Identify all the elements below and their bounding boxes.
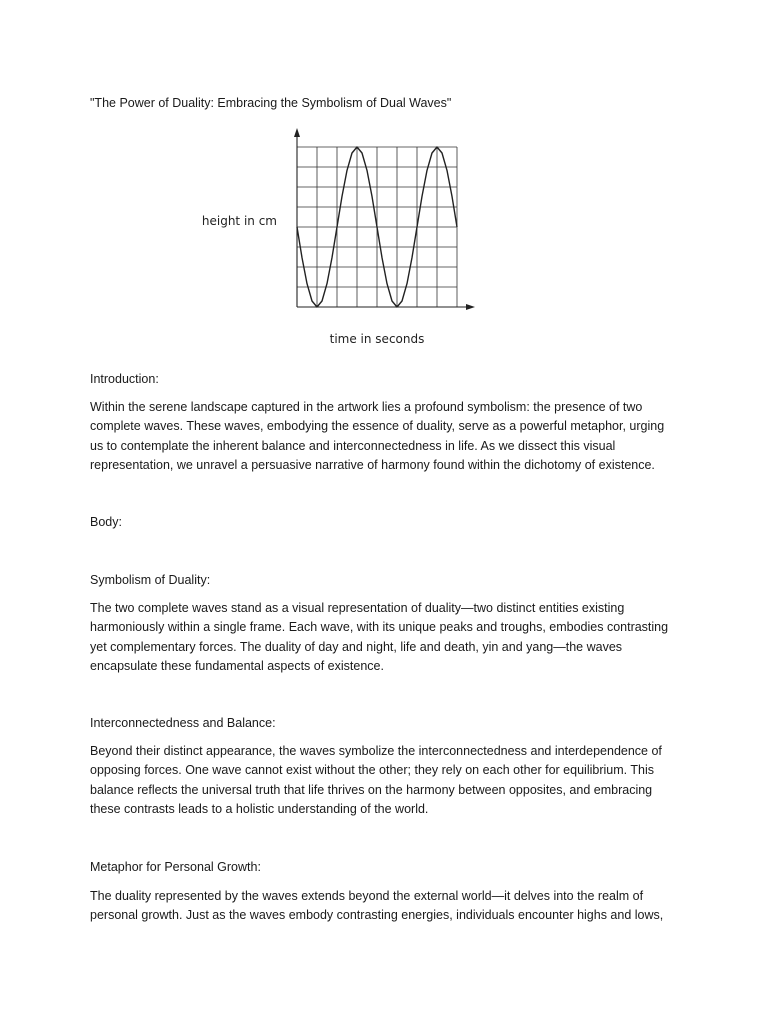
x-axis-arrow <box>466 304 475 310</box>
y-axis-arrow <box>294 128 300 137</box>
paragraph-line: yet complementary forces. The duality of day and night, life and death, yin and yang—the waves <box>90 639 623 654</box>
y-axis-label: height in cm <box>201 214 277 228</box>
interconnectedness-heading: Interconnectedness and Balance: <box>90 716 276 730</box>
personal-growth-paragraph <box>90 887 690 926</box>
paragraph-line: us to contemplate the inherent balance and interconnectedness in life. As we dissect this visual <box>90 438 616 453</box>
introduction-paragraph <box>90 398 690 475</box>
paragraph-line: encapsulate these fundamental aspects of existence. <box>90 658 384 673</box>
paragraph-line: representation, we unravel a persuasive narrative of harmony found within the dichotomy of existence. <box>90 457 655 472</box>
paragraph-line: complete waves. These waves, embodying the essence of duality, serve as a powerful metaphor, urging <box>90 419 665 434</box>
paragraph-line: these contrasts leads to a holistic understanding of the world. <box>90 801 429 816</box>
wave-chart <box>200 125 480 350</box>
paragraph-line: harmoniously within a single frame. Each wave, with its unique peaks and troughs, embodies contrasting <box>90 620 669 635</box>
paragraph-line: The duality represented by the waves extends beyond the external world—it delves into the realm of <box>90 889 644 903</box>
introduction-heading: Introduction: <box>90 372 159 386</box>
paragraph-line: opposing forces. One wave cannot exist without the other; they rely on each other for equilibrium. This <box>90 763 654 778</box>
document-title: "The Power of Duality: Embracing the Symbolism of Dual Waves" <box>90 96 452 110</box>
paragraph-line: Beyond their distinct appearance, the waves symbolize the interconnectedness and interdependence of <box>90 744 662 758</box>
paragraph-line: balance reflects the universal truth that life thrives on the harmony between opposites, and embracing <box>90 782 653 797</box>
interconnectedness-paragraph <box>90 742 690 819</box>
paragraph-line: personal growth. Just as the waves embody contrasting energies, individuals encounter highs and lows, <box>90 908 664 923</box>
symbolism-paragraph <box>90 599 690 676</box>
body-heading: Body: <box>90 515 122 529</box>
paragraph-line: Within the serene landscape captured in the artwork lies a profound symbolism: the presence of two <box>90 400 643 414</box>
symbolism-heading: Symbolism of Duality: <box>90 573 211 587</box>
x-axis-label: time in seconds <box>329 332 425 346</box>
wave-chart-svg <box>200 125 480 350</box>
paragraph-line: The two complete waves stand as a visual representation of duality—two distinct entities existing <box>90 601 625 615</box>
personal-growth-heading: Metaphor for Personal Growth: <box>90 860 261 874</box>
